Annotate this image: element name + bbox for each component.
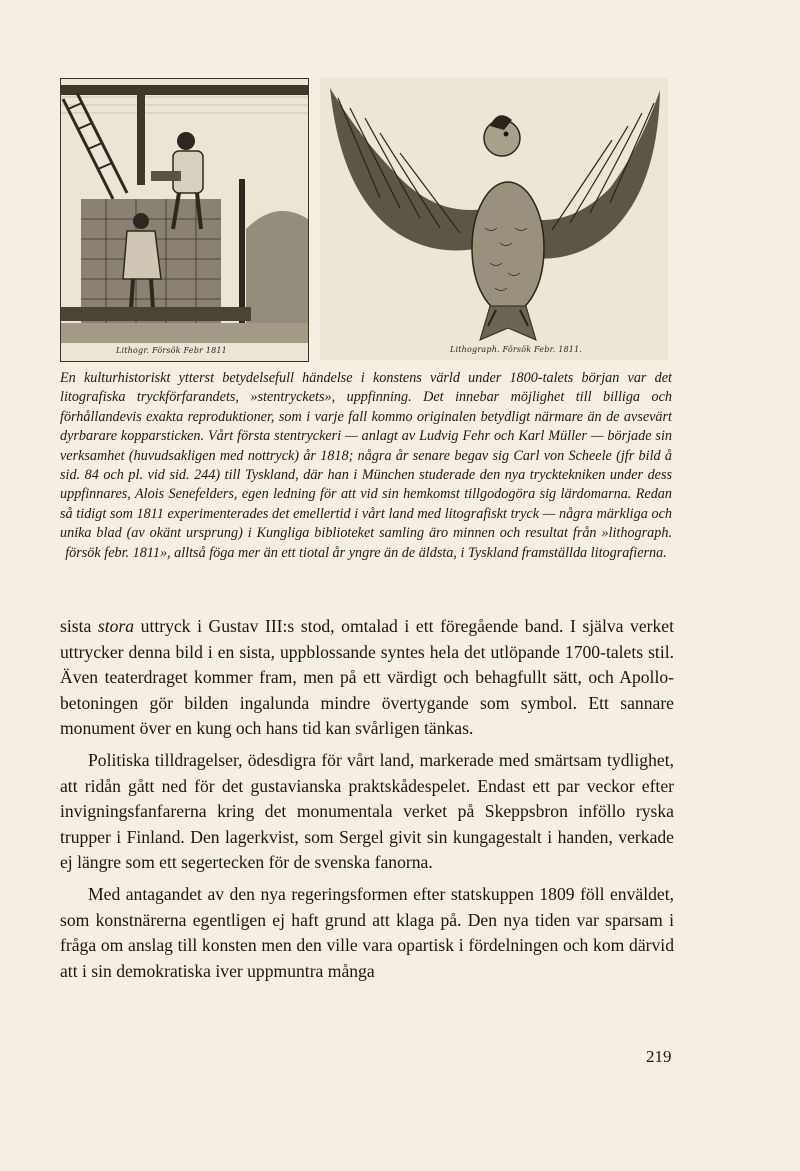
paragraph-2: Politiska tilldragelser, ödesdigra för vårt land, markerade med smärtsam tydlighet, att ridån gått ned för det gustavianska praktskådespelet. Endast ett par veckor efter invigningsfanfarerna kring det monumentala verket på Skeppsbron inföllo ryska trupper i Finland. Den lagerkvist, som Sergel givit sin kungagestalt i handen, verkade ej längre som ett segertecken för de svenska fanorna. bbox=[60, 749, 674, 873]
lithograph-eagle-image bbox=[320, 78, 668, 360]
body-text bbox=[60, 614, 674, 984]
paragraph-1-start: sista bbox=[60, 616, 98, 636]
lithograph-workers-image bbox=[60, 78, 309, 362]
figure-caption-text: En kulturhistoriskt ytterst betydelsefull händelse i konstens värld under 1800-talets början var det litografiska tryckförfarandets, »stentryckets», uppfinning. Det innebar möjlighet till billiga och förhållandevis exakta reproduktioner, som i varje fall kommo originalen betydligt närmare än de avsevärt dyrbarare kopparsticken. Vårt första stentryckeri — anlagt av Ludvig Fehr och Karl Müller — började sin verksamhet (huvudsakligen med nottryck) år 1818; några år senare begav sig Carl von Scheele (jfr bild å sid. 84 och pl. vid sid. 244) till Tyskland, där han i München studerade den nya trycktekniken under dess uppfinnares, Alois Senefelders, egen ledning för att vid sin hemkomst tillgodogöra sig lärdomarna. Redan så tidigt som 1811 experimenterades det emellertid i vårt land med litografiskt tryck — några märkliga och unika blad (av okänt ursprung) i Kungliga biblioteket samling äro minnen och resultat från »lithograph. försök febr. 1811», alltså föga mer än ett tiotal år yngre än de äldsta, i Tyskland framställda litografierna. bbox=[60, 370, 672, 561]
page-number: 219 bbox=[646, 1047, 672, 1066]
left-figure-caption: Lithogr. Försök Febr 1811 bbox=[116, 346, 227, 355]
workers-illustration bbox=[61, 79, 308, 361]
paragraph-1-rest: uttryck i Gustav III:s stod, omtalad i ett föregående band. I själva verket uttrycker denna bild i en sista, uppblossande syntes hela det utlöpande 1700-talets stil. Även teaterdraget kommer fram, men på ett värdigt och behagfullt sätt, och Apollo-betoningen gör bilden ingalunda mindre övertygande som symbol. Ett sannare monument över en kung och hans tid kan svårligen tänkas. bbox=[60, 616, 674, 739]
eagle-illustration bbox=[320, 78, 668, 360]
paragraph-3: Med antagandet av den nya regeringsformen efter statskuppen 1809 föll enväldet, som konstnärerna egentligen ej haft grund att klaga på. Den nya tiden var sparsam i fråga om anslag till konsten men den ville vara opartisk i fördelningen och kom därvid att i sin demokratiska iver uppmuntra många bbox=[60, 883, 674, 981]
figure-row bbox=[60, 78, 670, 360]
right-figure-caption: Lithograph. Försök Febr. 1811. bbox=[450, 345, 583, 354]
paragraph-1-italic: stora bbox=[97, 616, 135, 636]
paragraph-1 bbox=[60, 614, 674, 742]
